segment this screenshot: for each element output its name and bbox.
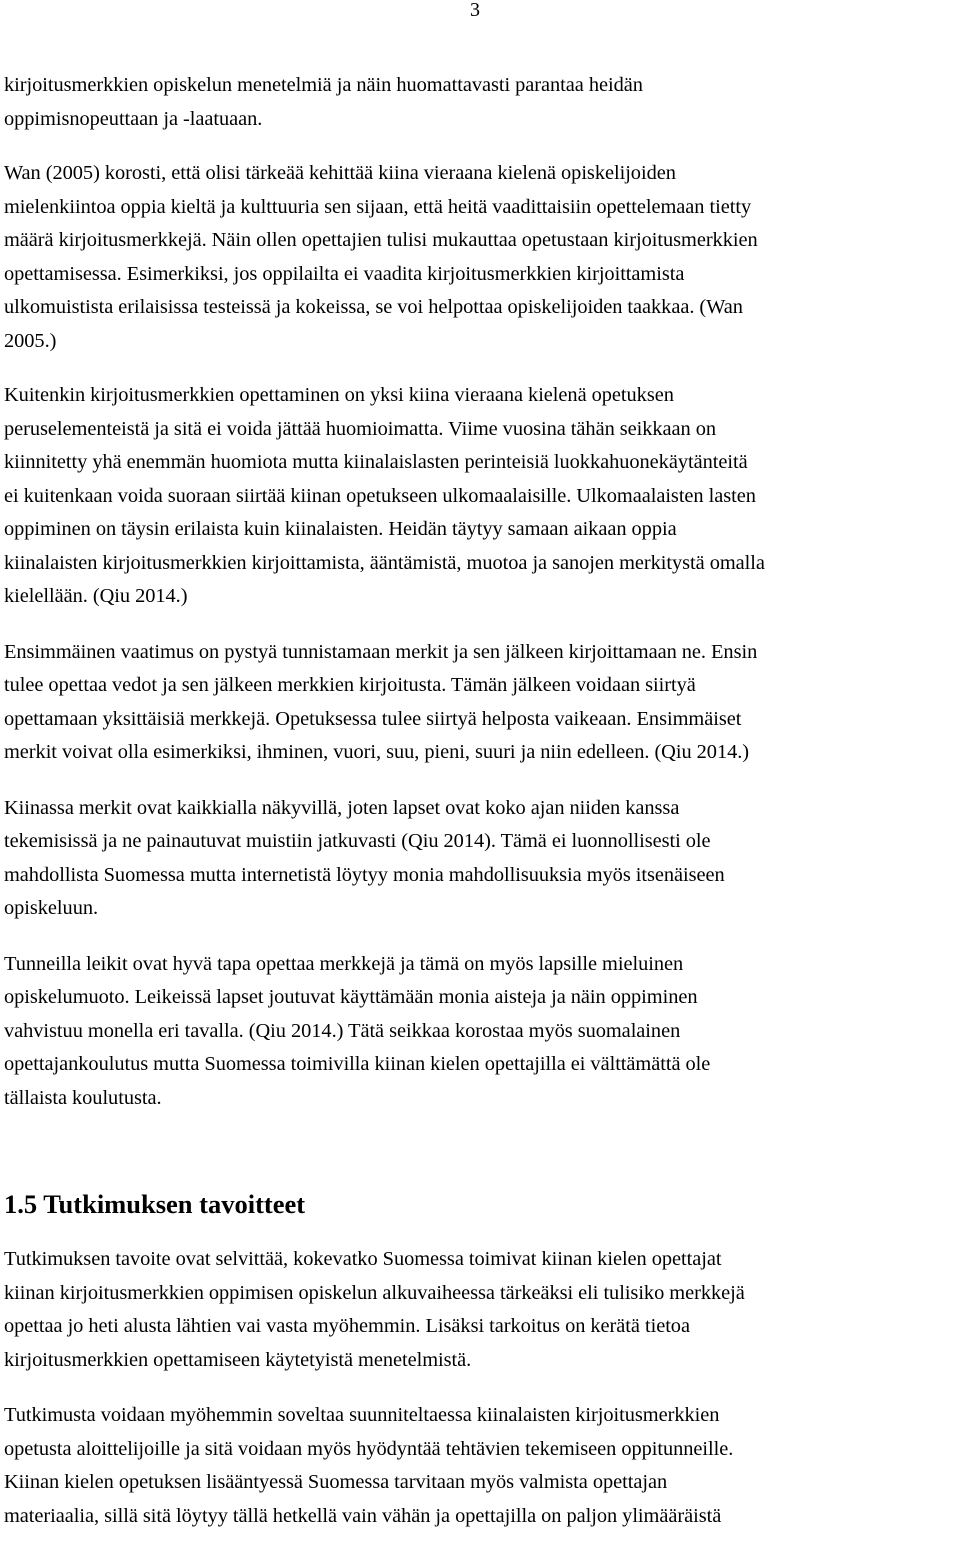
- text-line: Kiinassa merkit ovat kaikkialla näkyvillä, joten lapset ovat koko ajan niiden kanssa: [4, 796, 680, 819]
- text-line: Ensimmäinen vaatimus on pystyä tunnistamaan merkit ja sen jälkeen kirjoittamaan ne. Ensin: [4, 640, 758, 663]
- paragraph: [4, 379, 958, 614]
- text-line: opetusta aloittelijoille ja sitä voidaan myös hyödyntää tehtävien tekemiseen oppitunneille.: [4, 1437, 734, 1460]
- text-line: 2005.): [4, 329, 57, 352]
- paragraph: [4, 636, 958, 770]
- text-line: materiaalia, sillä sitä löytyy tällä hetkellä vain vähän ja opettajilla on paljon ylimääräistä: [4, 1504, 722, 1527]
- text-line: määrä kirjoitusmerkkejä. Näin ollen opettajien tulisi mukauttaa opetustaan kirjoitusmerkkien: [4, 229, 758, 251]
- text-line: opettamaan yksittäisiä merkkejä. Opetuksessa tulee siirtyä helposta vaikeaan. Ensimmäiset: [4, 707, 742, 730]
- text-line: tulee opettaa vedot ja sen jälkeen merkkien kirjoitusta. Tämän jälkeen voidaan siirtyä: [4, 674, 696, 696]
- text-line: kirjoitusmerkkien opettamiseen käytetyistä menetelmistä.: [4, 1348, 472, 1371]
- text-line: opiskeluun.: [4, 897, 99, 919]
- paragraph: [4, 157, 958, 358]
- text-line: opettamisessa. Esimerkiksi, jos oppilailta ei vaadita kirjoitusmerkkien kirjoittamista: [4, 262, 685, 285]
- paragraph: [4, 792, 958, 926]
- text-line: peruselementeistä ja sitä ei voida jättää huomioimatta. Viime vuosina tähän seikkaan on: [4, 417, 717, 440]
- text-line: mielenkiintoa oppia kieltä ja kulttuuria sen sijaan, että heitä vaadittaisiin opettelemaan tietty: [4, 195, 752, 218]
- document-body: [4, 69, 958, 1533]
- paragraph: [4, 948, 958, 1116]
- text-line: oppimisnopeuttaan ja -laatuaan.: [4, 107, 263, 130]
- text-line: ulkomuistista erilaisissa testeissä ja kokeissa, se voi helpottaa opiskelijoiden taakkaa. (Wan: [4, 296, 743, 318]
- text-line: tekemisissä ja ne painautuvat muistiin jatkuvasti (Qiu 2014). Tämä ei luonnollisesti ole: [4, 830, 711, 852]
- text-line: Kiinan kielen opetuksen lisääntyessä Suomessa tarvitaan myös valmista opettajan: [4, 1471, 668, 1493]
- text-line: merkit voivat olla esimerkiksi, ihminen, vuori, suu, pieni, suuri ja niin edelleen. (Qiu 2014.): [4, 741, 750, 763]
- text-line: kiinalaisten kirjoitusmerkkien kirjoittamista, ääntämistä, muotoa ja sanojen merkitystä omalla: [4, 551, 765, 574]
- text-line: Kuitenkin kirjoitusmerkkien opettaminen on yksi kiina vieraana kielenä opetuksen: [4, 384, 674, 406]
- text-line: Wan (2005) korosti, että olisi tärkeää kehittää kiina vieraana kielenä opiskelijoiden: [4, 162, 676, 184]
- text-line: Tutkimuksen tavoite ovat selvittää, kokevatko Suomessa toimivat kiinan kielen opettajat: [4, 1248, 722, 1270]
- text-line: kiinnitetty yhä enemmän huomiota mutta kiinalaislasten perinteisiä luokkahuonekäytänteitä: [4, 451, 748, 473]
- text-line: Tunneilla leikit ovat hyvä tapa opettaa merkkejä ja tämä on myös lapsille mieluinen: [4, 952, 684, 975]
- text-line: opiskelumuoto. Leikeissä lapset joutuvat käyttämään monia aisteja ja näin oppiminen: [4, 986, 698, 1008]
- text-line: opettaa jo heti alusta lähtien vai vasta myöhemmin. Lisäksi tarkoitus on kerätä tietoa: [4, 1315, 690, 1337]
- text-line: mahdollista Suomessa mutta internetistä löytyy monia mahdollisuuksia myös itsenäiseen: [4, 863, 725, 886]
- text-line: ei kuitenkaan voida suoraan siirtää kiinan opetukseen ulkomaalaisille. Ulkomaalaisten lasten: [4, 484, 756, 507]
- paragraph: [4, 1243, 958, 1377]
- page-number: 3: [470, 0, 480, 21]
- text-line: kiinan kirjoitusmerkkien oppimisen opiskelun alkuvaiheessa tärkeäksi eli tulisiko merkkejä: [4, 1281, 745, 1304]
- text-line: tällaista koulutusta.: [4, 1086, 162, 1109]
- paragraph: [4, 1399, 958, 1533]
- text-line: kirjoitusmerkkien opiskelun menetelmiä ja näin huomattavasti parantaa heidän: [4, 74, 643, 96]
- text-line: oppiminen on täysin erilaista kuin kiinalaisten. Heidän täytyy samaan aikaan oppia: [4, 518, 677, 540]
- paragraph: [4, 69, 958, 136]
- text-line: vahvistuu monella eri tavalla. (Qiu 2014.) Tätä seikkaa korostaa myös suomalainen: [4, 1019, 681, 1042]
- text-line: kielellään. (Qiu 2014.): [4, 585, 188, 607]
- section-heading: 1.5 Tutkimuksen tavoitteet: [4, 1189, 306, 1219]
- text-line: opettajankoulutus mutta Suomessa toimivilla kiinan kielen opettajilla ei välttämättä ole: [4, 1053, 711, 1075]
- text-line: Tutkimusta voidaan myöhemmin soveltaa suunniteltaessa kiinalaisten kirjoitusmerkkien: [4, 1404, 720, 1426]
